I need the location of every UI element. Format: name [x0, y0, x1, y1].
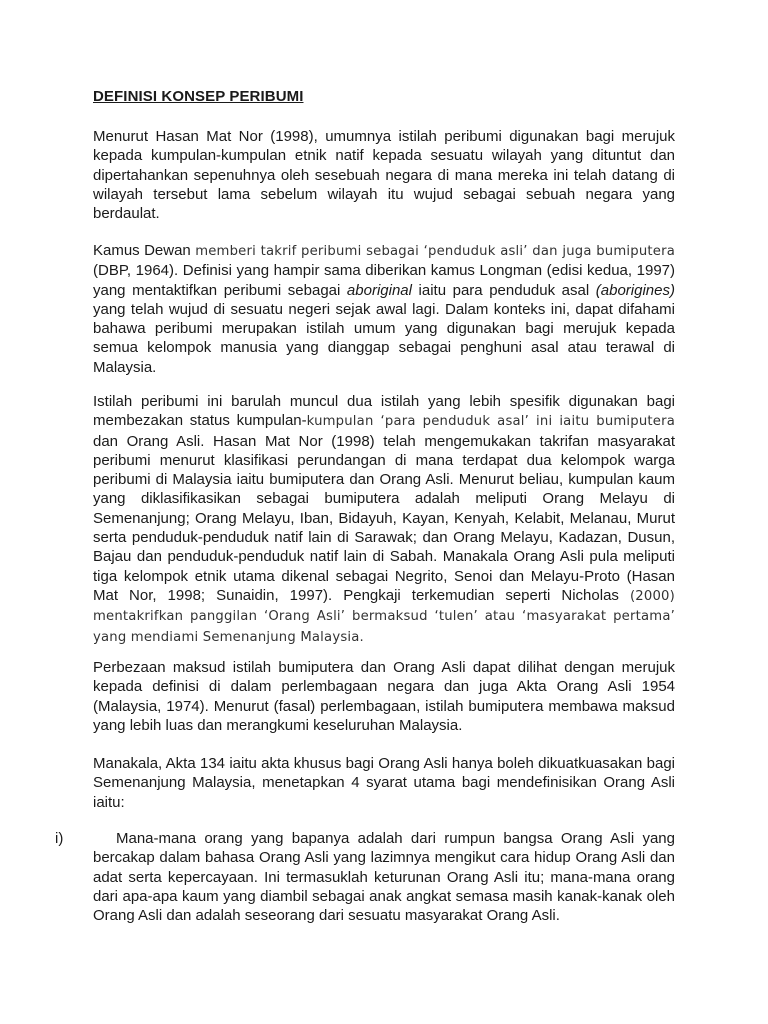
paragraph-istilah-peribumi — [93, 392, 675, 647]
paragraph-kamus-dewan — [93, 241, 675, 377]
list-item: Mana-mana orang yang bapanya adalah dari rumpun bangsa Orang Asli yang bercakap dalam bahasa Orang Asli yang lazimnya mengikut cara hidup Orang Asli dan adat serta kepercayaan. Ini termasuklah keturunan Orang Asli itu; mana-mana orang dari apa-apa kaum yang diambil sebagai anak angkat semasa masih kanak-kanak oleh Orang Asli dan adalah seseorang dari sesuatu masyarakat Orang Asli. — [93, 830, 675, 925]
italic-term: aboriginal — [346, 281, 412, 299]
text-segment: (2000) mentakrifkan panggilan ‘Orang Asli’ bermaksud ‘tulen’ atau ‘masyarakat pertama’ yang mendiami Semenanjung Malaysia. — [93, 588, 675, 645]
italic-term: (aborigines) — [595, 281, 675, 299]
text-segment: Istilah peribumi ini barulah muncul dua istilah yang lebih spesifik digunakan bagi membezakan status kumpulan- — [93, 393, 675, 430]
text-segment: memberi takrif peribumi sebagai ‘penduduk asli’ dan juga bumiputera — [195, 244, 675, 259]
text-segment: dan Orang Asli. Hasan Mat Nor (1998) telah mengemukakan takrifan masyarakat peribumi menurut klasifikasi perundangan di mana terdapat dua kelompok warga peribumi di Malaysia iaitu bumiputera dan Orang Asli. Menurut beliau, kumpulan kaum yang diklasifikasikan sebagai bumiputera adalah meliputi Orang Melayu di Semenanjung; Orang Melayu, Iban, Bidayuh, Kayan, Kenyah, Kelabit, Melanau, Murut serta penduduk-penduduk natif lain di Sarawak; dan Orang Melayu, Kadazan, Dusun, Bajau dan penduduk-penduduk natif lain di Sabah. Manakala Orang Asli pula meliputi tiga kelompok etnik utama dikenal sebagai Negrito, Senoi dan Melayu-Proto (Hasan Mat Nor, 1998; Sunaidin, 1997). Pengkaji terkemudian seperti Nicholas — [93, 432, 675, 604]
list-item-number: i) — [55, 830, 64, 847]
document-title: DEFINISI KONSEP PERIBUMI — [93, 88, 304, 105]
text-segment: Kamus Dewan — [93, 242, 196, 259]
text-segment: iaitu para penduduk asal — [411, 281, 596, 299]
text-segment: kumpulan ‘para penduduk asal’ ini iaitu bumiputera — [306, 414, 675, 430]
paragraph-hasan-definition: Menurut Hasan Mat Nor (1998), umumnya istilah peribumi digunakan bagi merujuk kepada kumpulan-kumpulan etnik natif kepada sesuatu wilayah yang dituntut dan dipertahankan sepenuhnya oleh sesebuah negara di mana mereka ini telah datang di wilayah tersebut lama sebelum wilayah itu wujud sebagai sebuah negara yang berdaulat. — [93, 128, 675, 223]
paragraph-perbezaan: Perbezaan maksud istilah bumiputera dan Orang Asli dapat dilihat dengan merujuk kepada definisi di dalam perlembagaan negara dan juga Akta Orang Asli 1954 (Malaysia, 1974). Menurut (fasal) perlembagaan, istilah bumiputera membawa maksud yang lebih luas dan merangkumi keseluruhan Malaysia. — [93, 659, 675, 734]
paragraph-akta-134: Manakala, Akta 134 iaitu akta khusus bagi Orang Asli hanya boleh dikuatkuasakan bagi Semenanjung Malaysia, menetapkan 4 syarat utama bagi mendefinisikan Orang Asli iaitu: — [93, 755, 675, 811]
text-segment: (DBP, 1964). Definisi yang hampir sama diberikan kamus Longman (edisi kedua, 1997) yang mentaktifkan peribumi sebagai — [93, 262, 675, 299]
text-segment: yang telah wujud di sesuatu negeri sejak awal lagi. Dalam konteks ini, dapat difahami bahawa peribumi merupakan istilah umum yang digunakan bagi merujuk kepada semua kelompok manusia yang dianggap sebagai penghuni asal atau terawal di Malaysia. — [93, 300, 675, 376]
